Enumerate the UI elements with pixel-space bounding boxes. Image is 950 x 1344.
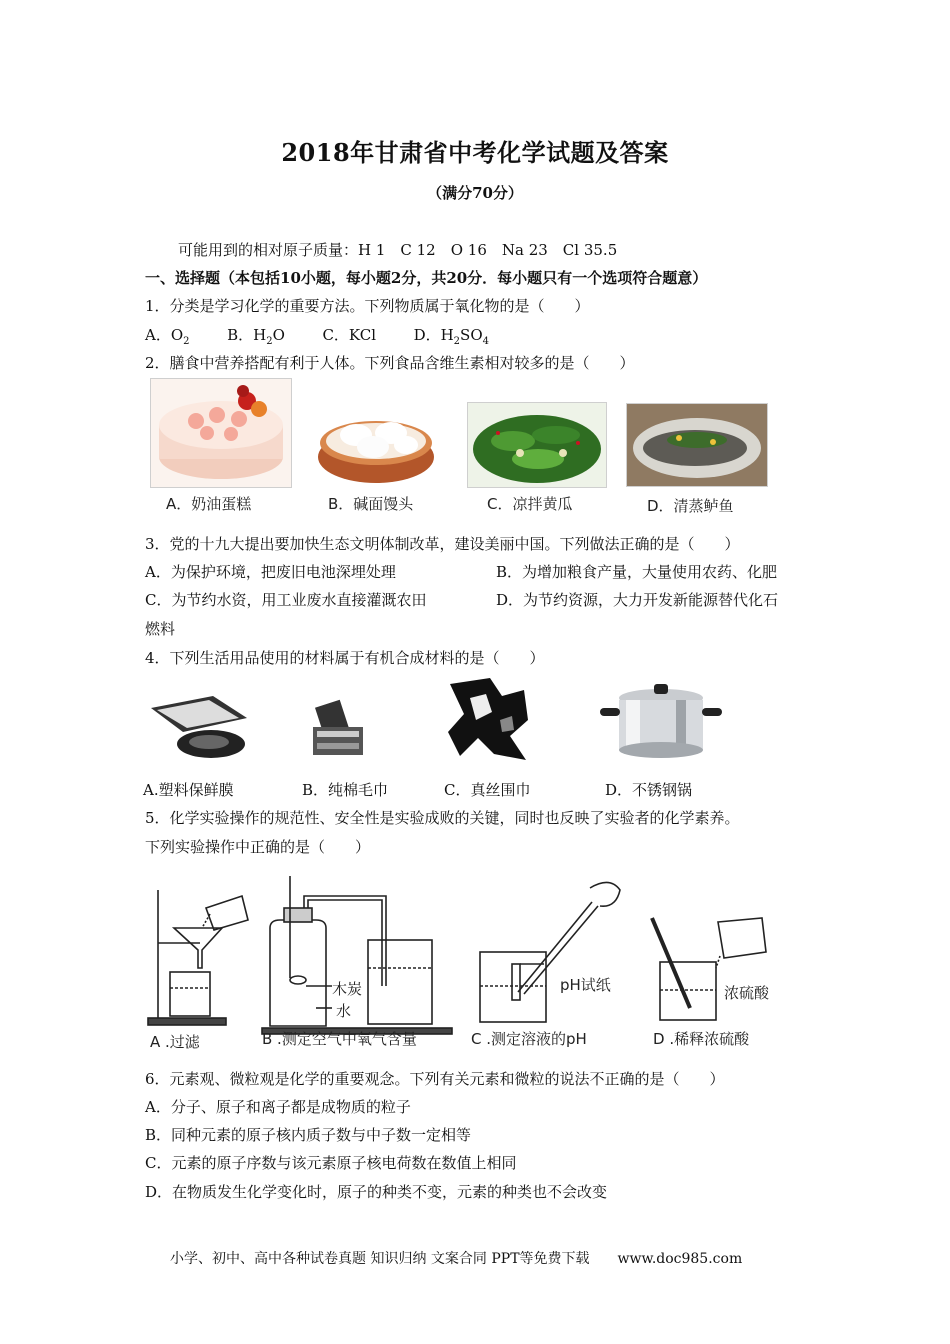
cotton-towel-image xyxy=(305,697,375,762)
q6-option-b: B．同种元素的原子核内质子数与中子数一定相等 xyxy=(145,1126,472,1144)
q4-caption-a: A.塑料保鲜膜 xyxy=(143,781,234,799)
q2-stem: 2．膳食中营养搭配有利于人体。下列食品含维生素相对较多的是（ ） xyxy=(145,354,635,372)
ph-paper-label: pH试纸 xyxy=(560,976,611,994)
steamed-fish-image xyxy=(626,403,768,487)
oxygen-measurement-apparatus xyxy=(262,876,452,1034)
q5-stem-line2: 下列实验操作中正确的是（ ） xyxy=(145,838,371,856)
atomic-mass-intro: 可能用到的相对原子质量：H 1 C 12 O 16 Na 23 Cl 35.5 xyxy=(178,241,618,259)
silk-scarf-image xyxy=(440,676,532,766)
q5-stem-line1: 5．化学实验操作的规范性、安全性是实验成败的关键，同时也反映了实验者的化学素养。 xyxy=(145,809,740,827)
water-label: 水 xyxy=(336,1002,352,1020)
sulfuric-acid-label: 浓硫酸 xyxy=(724,984,770,1002)
q4-caption-c: C．真丝围巾 xyxy=(444,781,531,799)
q2-caption-c: C．凉拌黄瓜 xyxy=(487,495,573,513)
q6-option-c: C．元素的原子序数与该元素原子核电荷数在数值上相同 xyxy=(145,1154,517,1172)
q2-caption-d: D．清蒸鲈鱼 xyxy=(647,497,734,515)
q6-stem: 6．元素观、微粒观是化学的重要观念。下列有关元素和微粒的说法不正确的是（ ） xyxy=(145,1070,725,1088)
q4-stem: 4．下列生活用品使用的材料属于有机合成材料的是（ ） xyxy=(145,649,545,667)
q6-option-a: A．分子、原子和离子都是成物质的粒子 xyxy=(145,1098,411,1116)
q1-option-d: D．$H_2SO_4$ xyxy=(413,326,489,347)
q3-option-d: D．为节约资源，大力开发新能源替代化石 xyxy=(496,591,779,609)
q3-stem: 3．党的十九大提出要加快生态文明体制改革，建设美丽中国。下列做法正确的是（ ） xyxy=(145,535,740,553)
q5-caption-b: B .测定空气中氧气含量 xyxy=(262,1030,417,1048)
section-heading: 一、选择题（本包括10小题，每小题2分，共20分．每小题只有一个选项符合题意） xyxy=(145,269,708,287)
page-footer: 小学、初中、高中各种试卷真题 知识归纳 文案合同 PPT等免费下载 www.doc985.com xyxy=(170,1251,743,1267)
q4-caption-b: B．纯棉毛巾 xyxy=(302,781,389,799)
q1-option-c: C．KCl xyxy=(322,326,376,344)
steamed-bun-image xyxy=(310,398,442,488)
ph-test-apparatus xyxy=(480,882,620,1022)
q5-caption-c: C .测定溶液的pH xyxy=(471,1030,587,1048)
stainless-pot-image xyxy=(596,678,726,764)
q5-caption-d: D .稀释浓硫酸 xyxy=(653,1030,750,1048)
q3-option-b: B．为增加粮食产量，大量使用农药、化肥 xyxy=(496,563,778,581)
acid-dilution-apparatus xyxy=(652,918,766,1020)
q1-option-a: A．$O_2$ xyxy=(145,326,190,347)
q1-options xyxy=(145,325,489,352)
cake-image xyxy=(150,378,292,488)
q1-stem: 1．分类是学习化学的重要方法。下列物质属于氧化物的是（ ） xyxy=(145,297,590,315)
charcoal-label: 木炭 xyxy=(332,980,363,998)
q1-option-b: B．$H_2O$ xyxy=(227,326,285,347)
page-subtitle: （满分70分） xyxy=(427,184,523,202)
q2-caption-a: A．奶油蛋糕 xyxy=(166,495,252,513)
q2-caption-b: B．碱面馒头 xyxy=(328,495,414,513)
q3-option-d-continued: 燃料 xyxy=(145,620,176,638)
q3-option-a: A．为保护环境，把废旧电池深埋处理 xyxy=(145,563,396,581)
q4-caption-d: D．不锈钢锅 xyxy=(605,781,693,799)
q3-option-c: C．为节约水资，用工业废水直接灌溉农田 xyxy=(145,591,427,609)
page-title: 2018年甘肃省中考化学试题及答案 xyxy=(281,138,669,167)
q6-option-d: D．在物质发生化学变化时，原子的种类不变，元素的种类也不会改变 xyxy=(145,1183,608,1201)
filtration-apparatus xyxy=(148,890,248,1025)
cucumber-salad-image xyxy=(467,402,607,488)
q5-caption-a: A .过滤 xyxy=(150,1033,200,1051)
plastic-wrap-image xyxy=(143,688,253,763)
